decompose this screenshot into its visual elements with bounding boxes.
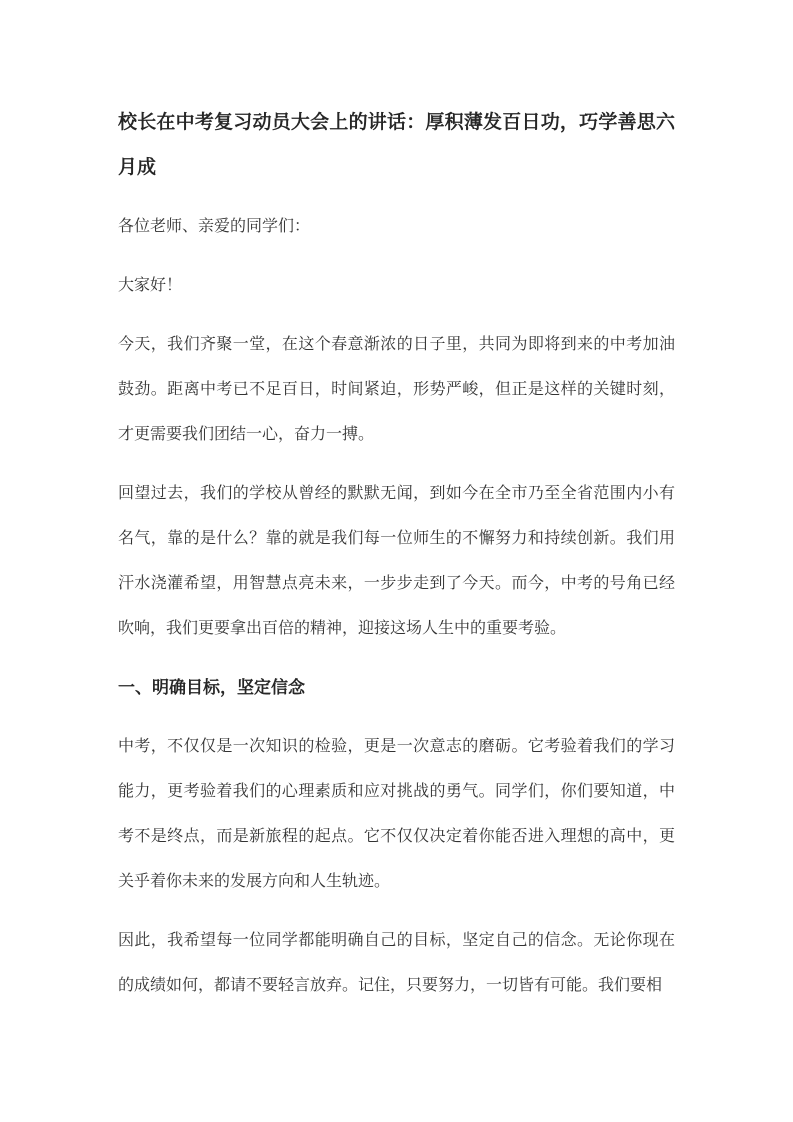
intro-paragraph-2: 回望过去，我们的学校从曾经的默默无闻，到如今在全市乃至全省范围内小有名气，靠的是什么？靠的就是我们每一位师生的不懈努力和持续创新。我们用汗水浇灌希望，用智慧点亮未来，一步步走到了今天。而今，中考的号角已经吹响，我们更要拿出百倍的精神，迎接这场人生中的重要考验。 bbox=[118, 485, 675, 637]
section-1-paragraph-1: 中考，不仅仅是一次知识的检验，更是一次意志的磨砺。它考验着我们的学习能力，更考验着我们的心理素质和应对挑战的勇气。同学们，你们要知道，中考不是终点，而是新旅程的起点。它不仅仅决定着你能否进入理想的高中，更关乎着你未来的发展方向和人生轨迹。 bbox=[118, 738, 675, 890]
salutation: 各位老师、亲爱的同学们： bbox=[118, 218, 311, 235]
greeting: 大家好！ bbox=[118, 277, 183, 294]
document-title: 校长在中考复习动员大会上的讲话：厚积薄发百日功，巧学善思六月成 bbox=[118, 112, 675, 178]
section-1-heading: 一、明确目标，坚定信念 bbox=[118, 678, 305, 697]
section-1-paragraph-2: 因此，我希望每一位同学都能明确自己的目标，坚定自己的信念。无论你现在的成绩如何，都请不要轻言放弃。记住，只要努力，一切皆有可能。我们要相 bbox=[118, 932, 675, 994]
intro-paragraph-1: 今天，我们齐聚一堂，在这个春意渐浓的日子里，共同为即将到来的中考加油鼓劲。距离中考已不足百日，时间紧迫，形势严峻，但正是这样的关键时刻，才更需要我们团结一心，奋力一搏。 bbox=[118, 336, 675, 443]
